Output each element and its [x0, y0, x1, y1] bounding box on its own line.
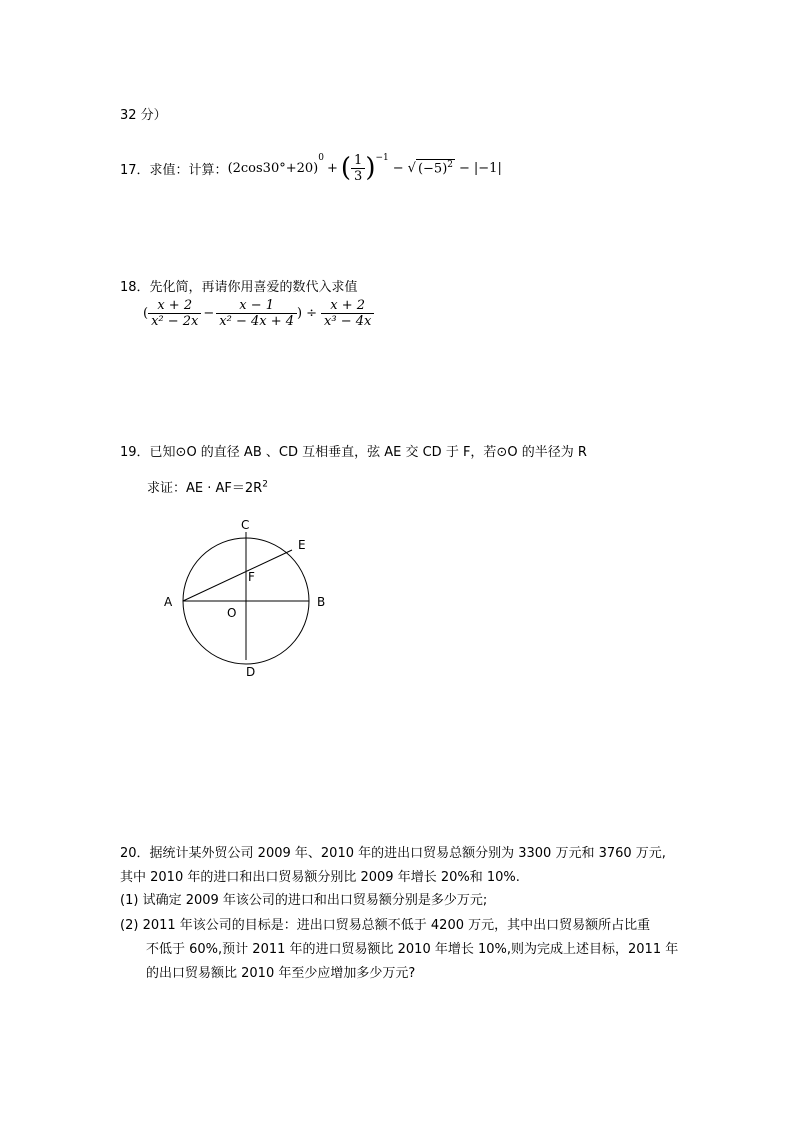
expr-minus-2: −: [459, 160, 470, 176]
expr-paren-open: (: [340, 153, 352, 183]
continued-header-fragment: 32 分）: [120, 108, 167, 123]
sub-1-text: 试确定 2009 年该公司的进口和出口贸易额分别是多少万元;: [142, 893, 488, 908]
point-label-b: B: [317, 595, 326, 609]
sub-2-text-line-3: 的出口贸易额比 2010 年至少应增加多少万元?: [146, 966, 416, 981]
fraction-1: [148, 298, 201, 329]
point-label-a: A: [164, 595, 173, 609]
question-17-prompt: 求值：计算：: [149, 162, 228, 178]
expr-minus-1: −: [392, 160, 404, 176]
fraction-1-numerator: x + 2: [157, 298, 193, 313]
fraction-2-numerator: x − 1: [239, 298, 275, 313]
question-17: [120, 148, 502, 188]
expr-close-paren: ): [297, 306, 303, 321]
chord-ae: [183, 550, 292, 601]
expr-plus: +: [326, 160, 338, 176]
fraction-3-numerator: x + 2: [330, 298, 366, 313]
point-label-c: C: [241, 518, 250, 532]
expr-paren-close: ): [365, 153, 376, 183]
question-18-number: 18．: [120, 280, 150, 295]
fraction-numerator: 1: [354, 152, 363, 168]
question-20-sub-1: [120, 889, 487, 908]
radicand-base: (−5): [417, 161, 448, 177]
radicand-exponent: 2: [447, 160, 453, 171]
proof-exponent: 2: [262, 479, 268, 490]
question-17-number: 17．: [120, 162, 150, 178]
question-20-number: 20．: [120, 846, 150, 861]
proof-text: 求证：AE · AF＝2R: [147, 481, 263, 496]
point-label-o: O: [227, 606, 237, 620]
question-20-text-1: 据统计某外贸公司 2009 年、2010 年的进出口贸易总额分别为 3300 万元和 3760 万元,: [149, 846, 666, 861]
fraction-2: [216, 298, 297, 329]
sqrt-radicand: [416, 159, 455, 176]
question-17-expression: [228, 153, 502, 184]
expr-open-paren: (: [143, 306, 149, 321]
fraction-3: [321, 298, 374, 329]
expr-divide: ÷: [306, 306, 318, 321]
fraction-1-denominator: x² − 2x: [148, 313, 201, 329]
fraction-2-denominator: x² − 4x + 4: [216, 313, 297, 329]
question-20-sub-2: [120, 914, 650, 933]
expr-minus: −: [203, 306, 215, 321]
sub-2-text-line-2: 不低于 60%,预计 2011 年的进口贸易额比 2010 年增长 10%,则为完成上述目标，2011 年: [146, 942, 679, 957]
sqrt-symbol: √: [407, 160, 416, 176]
point-label-f: F: [248, 570, 255, 584]
sub-2-text-line-1: 2011 年该公司的目标是：进出口贸易总额不低于 4200 万元，其中出口贸易额所占比重: [142, 918, 651, 933]
question-19-prompt: 已知⊙O 的直径 AB 、CD 互相垂直，弦 AE 交 CD 于 F，若⊙O 的半径为 R: [149, 445, 587, 460]
question-18: [120, 276, 358, 295]
circle-geometry-figure: [150, 505, 350, 695]
question-20-line-1: [120, 842, 666, 861]
expr-absolute-value: |−1|: [473, 160, 502, 176]
point-label-e: E: [298, 538, 306, 552]
question-19: [120, 441, 587, 460]
expr-part1-exponent: 0: [318, 152, 324, 163]
question-18-prompt: 先化简，再请你用喜爱的数代入求值: [149, 280, 358, 295]
fraction-3-denominator: x³ − 4x: [321, 313, 374, 329]
fraction-denominator: 3: [351, 168, 365, 184]
point-label-d: D: [246, 665, 256, 679]
sub-1-label: (1): [120, 893, 139, 908]
question-20-line-2: 其中 2010 年的进口和出口贸易额分别比 2009 年增长 20%和 10%.: [120, 870, 520, 885]
expr-fraction-exponent: −1: [375, 152, 389, 163]
expr-fraction-one-third: [351, 153, 365, 184]
question-19-proof-statement: [147, 477, 268, 496]
question-19-number: 19．: [120, 445, 150, 460]
sub-2-label: (2): [120, 918, 139, 933]
expr-part1: (2cos30°+20): [227, 160, 319, 176]
question-18-expression: [143, 298, 374, 329]
